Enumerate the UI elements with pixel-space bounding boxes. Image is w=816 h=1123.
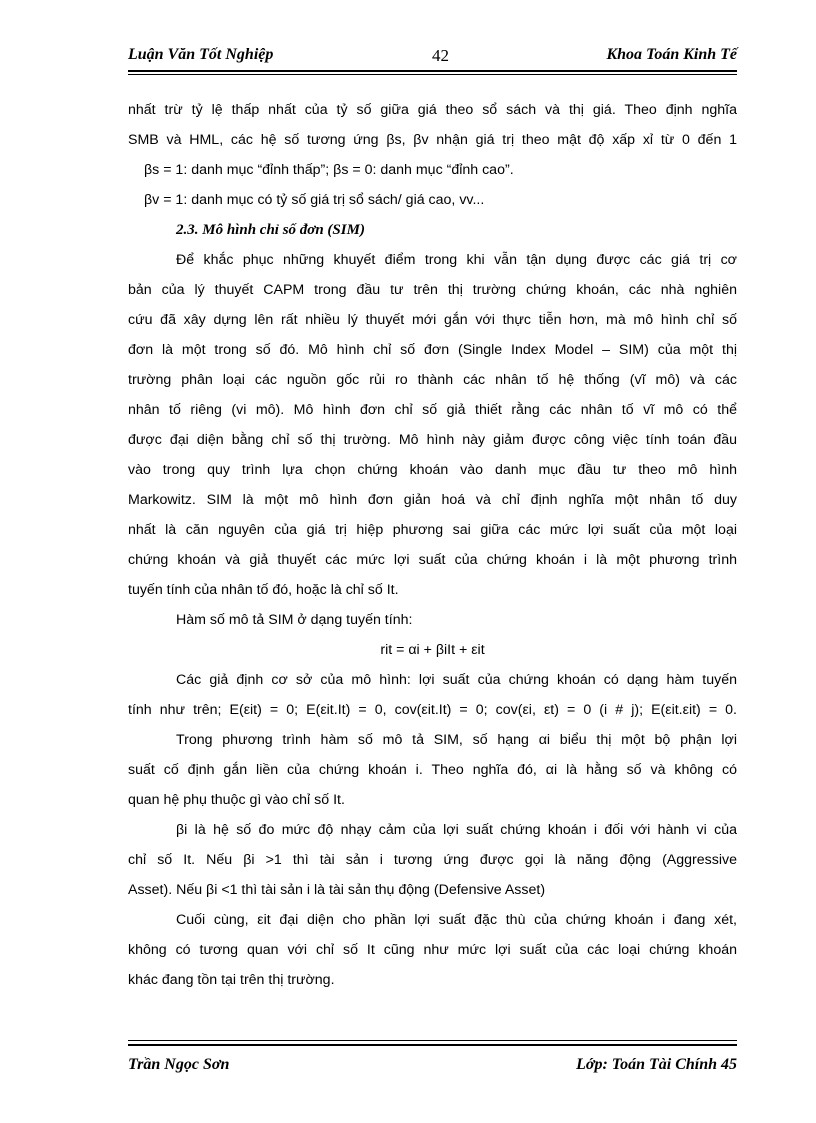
paragraph-line: được đại diện bằng chỉ số thị trường. Mô hình này giảm được công việc tính toán đầu [128,432,737,448]
footer-rule-thick [128,1044,737,1046]
text-line: βv = 1: danh mục có tỷ số giá trị sổ sách/ giá cao, vv... [144,192,485,208]
footer-author: Trần Ngọc Sơn [128,1056,230,1073]
page-header [128,46,737,68]
paragraph-line: đơn là một trong số đó. Mô hình chỉ số đơn (Single Index Model – SIM) của một thị [128,342,737,358]
header-rule-thick [128,70,737,72]
paragraph-line: suất cố định gắn liền của chứng khoán i. Theo nghĩa đó, αi là hằng số và không có [128,762,737,778]
footer-class: Lớp: Toán Tài Chính 45 [576,1056,737,1073]
text-line: βs = 1: danh mục “đỉnh thấp”; βs = 0: danh mục “đỉnh cao”. [144,162,514,178]
paragraph-line: nhất là căn nguyên của giá trị hiệp phương sai giữa các mức lợi suất của một loại [128,522,737,538]
body-text [128,95,737,995]
page-footer [128,1056,737,1078]
footer-rule-thin [128,1040,737,1041]
paragraph-line: chứng khoán và giả thuyết các mức lợi suất của chứng khoán i là một phương trình [128,552,737,568]
paragraph-line: Cuối cùng, εit đại diện cho phần lợi suất đặc thù của chứng khoán i đang xét, [176,912,737,928]
paragraph-line: cứu đã xây dựng lên rất nhiều lý thuyết mới gắn với thực tiễn hơn, mà mô hình chỉ số [128,312,737,328]
header-thesis-title: Luận Văn Tốt Nghiệp [128,46,274,63]
paragraph-line: vào trong quy trình lựa chọn chứng khoán vào danh mục đầu tư theo mô hình [128,462,737,478]
paragraph-line: βi là hệ số đo mức độ nhạy cảm của lợi suất chứng khoán i đối với hành vi của [176,822,737,838]
header-rule-thin [128,74,737,75]
paragraph-line: tính như trên; E(εit) = 0; E(εit.It) = 0, cov(εit.It) = 0; cov(εi, εt) = 0 (i # j); E(εit.εit) = 0. [128,702,737,718]
paragraph-line: bản của lý thuyết CAPM trong đầu tư trên thị trường chứng khoán, các nhà nghiên [128,282,737,298]
page-number: 42 [432,46,449,65]
paragraph-line: quan hệ phụ thuộc gì vào chỉ số It. [128,792,345,808]
paragraph-line: Trong phương trình hàm số mô tả SIM, số hạng αi biểu thị một bộ phận lợi [176,732,737,748]
paragraph-line: Hàm số mô tả SIM ở dạng tuyến tính: [176,612,413,628]
paragraph-line: Asset). Nếu βi <1 thì tài sản i là tài sản thụ động (Defensive Asset) [128,882,546,898]
section-heading: 2.3. Mô hình chỉ số đơn (SIM) [176,222,365,238]
paragraph-line: tuyến tính của nhân tố đó, hoặc là chỉ số It. [128,582,399,598]
paragraph-line: nhân tố riêng (vi mô). Mô hình đơn chỉ số giả thiết rằng các nhân tố vĩ mô có thể [128,402,737,418]
paragraph-line: chỉ số It. Nếu βi >1 thì tài sản i tương ứng được gọi là năng động (Aggressive [128,852,737,868]
paragraph-line: Markowitz. SIM là một mô hình đơn giản hoá và chỉ định nghĩa một nhân tố duy [128,492,737,508]
header-faculty: Khoa Toán Kinh Tế [606,46,737,63]
paragraph-line: khác đang tồn tại trên thị trường. [128,972,335,988]
paragraph-line: trường phân loại các nguồn gốc rủi ro thành các nhân tố hệ thống (vĩ mô) và các [128,372,737,388]
paragraph-line: không có tương quan với chỉ số It cũng như mức lợi suất của các loại chứng khoán [128,942,737,958]
paragraph-line: Các giả định cơ sở của mô hình: lợi suất của chứng khoán có dạng hàm tuyến [176,672,737,688]
paragraph-line: Để khắc phục những khuyết điểm trong khi vẫn tận dụng được các giá trị cơ [176,252,737,268]
text-line: nhất trừ tỷ lệ thấp nhất của tỷ số giữa giá theo sổ sách và thị giá. Theo định nghĩa [128,102,737,118]
equation: rit = αi + βiIt + εit [380,642,485,658]
text-line: SMB và HML, các hệ số tương ứng βs, βv nhận giá trị theo mật độ xấp xỉ từ 0 đến 1 [128,132,737,148]
